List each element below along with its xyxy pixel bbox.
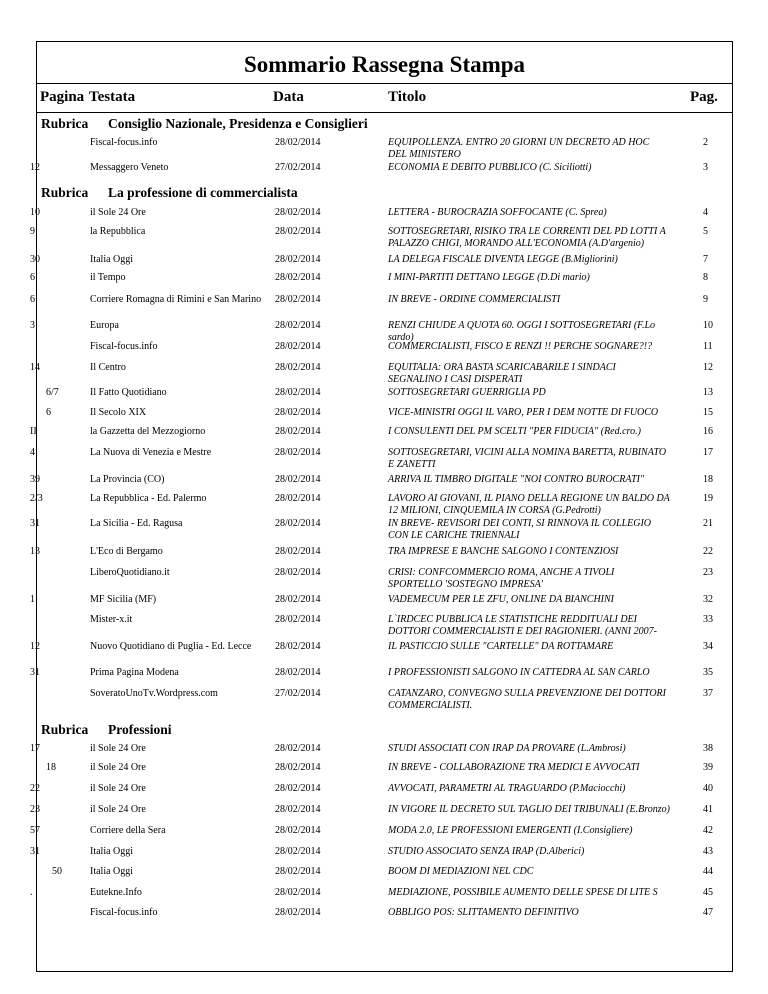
row-testata: Italia Oggi	[90, 254, 134, 265]
row-data: 28/02/2014	[275, 762, 321, 773]
row-data: 28/02/2014	[275, 447, 321, 458]
row-data: 28/02/2014	[275, 474, 321, 485]
header-divider	[37, 112, 732, 113]
row-testata: LiberoQuotidiano.it	[90, 567, 170, 578]
row-pagina: 14	[30, 362, 40, 373]
row-pag: 13	[703, 387, 713, 398]
row-testata: Il Centro	[90, 362, 126, 373]
row-pag: 43	[703, 846, 713, 857]
row-pagina: 6/7	[46, 387, 59, 398]
row-pag: 15	[703, 407, 713, 418]
row-data: 28/02/2014	[275, 846, 321, 857]
row-data: 28/02/2014	[275, 387, 321, 398]
row-pag: 37	[703, 688, 713, 699]
row-pag: 7	[703, 254, 708, 265]
row-pag: 19	[703, 493, 713, 504]
row-pag: 16	[703, 426, 713, 437]
row-pag: 11	[703, 341, 713, 352]
row-data: 28/02/2014	[275, 207, 321, 218]
row-testata: il Sole 24 Ore	[90, 743, 146, 754]
row-testata: il Sole 24 Ore	[90, 762, 146, 773]
section-label: Rubrica	[41, 722, 89, 737]
row-titolo: CRISI: CONFCOMMERCIO ROMA, ANCHE A TIVOLI SPORTELLO 'SOSTEGNO IMPRESA'	[388, 567, 615, 590]
row-titolo: SOTTOSEGRETARI, RISIKO TRA LE CORRENTI DEL PD LOTTI A PALAZZO CHIGI, MORANDO ALL'ECONOMIA (A.D'argenio)	[388, 226, 666, 249]
row-pagina: 39	[30, 474, 40, 485]
row-pag: 10	[703, 320, 713, 331]
row-testata: Nuovo Quotidiano di Puglia - Ed. Lecce	[90, 641, 252, 652]
row-data: 28/02/2014	[275, 546, 321, 557]
row-testata: La Sicilia - Ed. Ragusa	[90, 518, 183, 529]
row-testata: MF Sicilia (MF)	[90, 594, 157, 605]
section-name: Professioni	[108, 722, 172, 737]
section-label: Rubrica	[41, 116, 89, 131]
row-pag: 3	[703, 162, 708, 173]
row-pag: 5	[703, 226, 708, 237]
row-titolo: VICE-MINISTRI OGGI IL VARO, PER I DEM NOTTE DI FUOCO	[388, 407, 659, 418]
row-pagina: 57	[30, 825, 40, 836]
row-titolo: SOTTOSEGRETARI, VICINI ALLA NOMINA BARETTA, RUBINATO E ZANETTI	[388, 447, 667, 470]
row-pag: 33	[703, 614, 713, 625]
row-testata: la Repubblica	[90, 226, 146, 237]
row-data: 28/02/2014	[275, 641, 321, 652]
row-testata: Il Fatto Quotidiano	[90, 387, 167, 398]
row-titolo: L`IRDCEC PUBBLICA LE STATISTICHE REDDITUALI DEI DOTTORI COMMERCIALISTI E DEI RAGIONIERI. (ANNI 2007-	[388, 614, 657, 637]
row-pag: 21	[703, 518, 713, 529]
row-pagina: 3	[30, 320, 35, 331]
row-pag: 8	[703, 272, 708, 283]
row-pagina: 4	[30, 447, 35, 458]
row-pagina: 50	[52, 866, 62, 877]
row-pagina: 6	[46, 407, 51, 418]
row-titolo: ECONOMIA E DEBITO PUBBLICO (C. Siciliotti)	[388, 162, 592, 173]
row-pagina: 6	[30, 294, 35, 305]
row-testata: SoveratoUnoTv.Wordpress.com	[90, 688, 218, 699]
row-pagina: 31	[30, 667, 40, 678]
row-data: 28/02/2014	[275, 320, 321, 331]
row-data: 28/02/2014	[275, 667, 321, 678]
row-pagina: 23	[30, 804, 40, 815]
row-pag: 34	[703, 641, 713, 652]
row-titolo: EQUIPOLLENZA. ENTRO 20 GIORNI UN DECRETO AD HOC DEL MINISTERO	[388, 137, 650, 160]
row-testata: Prima Pagina Modena	[90, 667, 179, 678]
row-pagina: 30	[30, 254, 40, 265]
row-titolo: I MINI-PARTITI DETTANO LEGGE (D.Di mario)	[388, 272, 590, 283]
section-name: Consiglio Nazionale, Presidenza e Consiglieri	[108, 116, 368, 131]
row-pag: 23	[703, 567, 713, 578]
header-testata: Testata	[89, 89, 136, 105]
row-pag: 45	[703, 887, 713, 898]
row-data: 28/02/2014	[275, 518, 321, 529]
row-data: 28/02/2014	[275, 341, 321, 352]
row-testata: Corriere Romagna di Rimini e San Marino	[90, 294, 262, 305]
row-data: 28/02/2014	[275, 907, 321, 918]
row-testata: il Tempo	[90, 272, 126, 283]
row-data: 28/02/2014	[275, 407, 321, 418]
row-testata: il Sole 24 Ore	[90, 804, 146, 815]
row-titolo: STUDI ASSOCIATI CON IRAP DA PROVARE (L.Ambrosi)	[388, 743, 626, 754]
row-titolo: IL PASTICCIO SULLE "CARTELLE" DA ROTTAMARE	[388, 641, 614, 652]
row-pag: 47	[703, 907, 713, 918]
row-testata: La Nuova di Venezia e Mestre	[90, 447, 212, 458]
row-testata: La Provincia (CO)	[90, 474, 165, 485]
row-testata: La Repubblica - Ed. Palermo	[90, 493, 207, 504]
row-pag: 35	[703, 667, 713, 678]
row-testata: Italia Oggi	[90, 866, 134, 877]
row-testata: Corriere della Sera	[90, 825, 166, 836]
row-titolo: VADEMECUM PER LE ZFU, ONLINE DA BIANCHINI	[388, 594, 615, 605]
row-titolo: SOTTOSEGRETARI GUERRIGLIA PD	[388, 387, 546, 398]
row-data: 27/02/2014	[275, 162, 321, 173]
row-testata: L'Eco di Bergamo	[90, 546, 163, 557]
row-data: 28/02/2014	[275, 614, 321, 625]
row-data: 28/02/2014	[275, 887, 321, 898]
row-testata: Eutekne.Info	[90, 887, 142, 898]
section-label: Rubrica	[41, 185, 89, 200]
section-name: La professione di commercialista	[108, 185, 298, 200]
row-pag: 12	[703, 362, 713, 373]
row-data: 28/02/2014	[275, 825, 321, 836]
row-pag: 9	[703, 294, 708, 305]
row-data: 28/02/2014	[275, 137, 321, 148]
row-data: 28/02/2014	[275, 743, 321, 754]
row-titolo: LA DELEGA FISCALE DIVENTA LEGGE (B.Migliorini)	[388, 254, 618, 265]
row-pagina: 12	[30, 641, 40, 652]
row-titolo: TRA IMPRESE E BANCHE SALGONO I CONTENZIOSI	[388, 546, 619, 557]
row-pag: 40	[703, 783, 713, 794]
row-pagina: 18	[46, 762, 56, 773]
row-data: 28/02/2014	[275, 567, 321, 578]
row-data: 28/02/2014	[275, 804, 321, 815]
row-data: 28/02/2014	[275, 226, 321, 237]
row-titolo: IN BREVE - ORDINE COMMERCIALISTI	[388, 294, 561, 305]
row-data: 28/02/2014	[275, 783, 321, 794]
row-pag: 22	[703, 546, 713, 557]
row-data: 28/02/2014	[275, 272, 321, 283]
row-testata: il Sole 24 Ore	[90, 207, 146, 218]
row-data: 27/02/2014	[275, 688, 321, 699]
row-titolo: MEDIAZIONE, POSSIBILE AUMENTO DELLE SPESE DI LITE S	[388, 887, 658, 898]
row-testata: la Gazzetta del Mezzogiorno	[90, 426, 206, 437]
row-data: 28/02/2014	[275, 866, 321, 877]
row-pagina: 10	[30, 207, 40, 218]
row-titolo: I PROFESSIONISTI SALGONO IN CATTEDRA AL SAN CARLO	[388, 667, 650, 678]
row-testata: Mister-x.it	[90, 614, 133, 625]
row-testata: il Sole 24 Ore	[90, 783, 146, 794]
row-testata: Messaggero Veneto	[90, 162, 169, 173]
row-titolo: LAVORO AI GIOVANI, IL PIANO DELLA REGIONE UN BALDO DA 12 MILIONI, CINQUEMILA IN CORSA (G.Pedrotti)	[388, 493, 670, 516]
row-titolo: EQUITALIA: ORA BASTA SCARICABARILE I SINDACI SEGNALINO I CASI DISPERATI	[388, 362, 616, 385]
row-titolo: COMMERCIALISTI, FISCO E RENZI !! PERCHE SOGNARE?!?	[388, 341, 653, 352]
row-pagina: 17	[30, 743, 40, 754]
row-pag: 38	[703, 743, 713, 754]
document-title: Sommario Rassegna Stampa	[243, 52, 526, 77]
row-titolo: STUDIO ASSOCIATO SENZA IRAP (D.Alberici)	[388, 846, 585, 857]
row-pagina: 9	[30, 226, 35, 237]
row-pag: 42	[703, 825, 713, 836]
row-pag: 32	[703, 594, 713, 605]
row-titolo: BOOM DI MEDIAZIONI NEL CDC	[388, 866, 534, 877]
row-titolo: CATANZARO, CONVEGNO SULLA PREVENZIONE DEI DOTTORI COMMERCIALISTI.	[388, 688, 666, 711]
row-titolo: IN VIGORE IL DECRETO SUL TAGLIO DEI TRIBUNALI (E.Bronzo)	[388, 804, 670, 815]
row-data: 28/02/2014	[275, 362, 321, 373]
row-titolo: ARRIVA IL TIMBRO DIGITALE "NOI CONTRO BUROCRATI"	[388, 474, 645, 485]
row-data: 28/02/2014	[275, 594, 321, 605]
row-titolo: LETTERA - BUROCRAZIA SOFFOCANTE (C. Sprea)	[388, 207, 607, 218]
row-titolo: IN BREVE- REVISORI DEI CONTI, SI RINNOVA IL COLLEGIO CON LE CARICHE TRIENNALI	[388, 518, 652, 541]
row-pag: 2	[703, 137, 708, 148]
row-testata: Il Secolo XIX	[90, 407, 147, 418]
row-titolo: I CONSULENTI DEL PM SCELTI "PER FIDUCIA" (Red.cro.)	[388, 426, 641, 437]
row-pag: 41	[703, 804, 713, 815]
row-pagina: 2/3	[30, 493, 43, 504]
row-pagina: 6	[30, 272, 35, 283]
row-pagina: .	[30, 887, 33, 898]
row-titolo: OBBLIGO POS: SLITTAMENTO DEFINITIVO	[388, 907, 579, 918]
row-pag: 44	[703, 866, 713, 877]
row-pagina: 12	[30, 162, 40, 173]
header-data: Data	[273, 89, 304, 105]
row-testata: Fiscal-focus.info	[90, 907, 158, 918]
row-pagina: 31	[30, 518, 40, 529]
row-data: 28/02/2014	[275, 493, 321, 504]
row-pag: 18	[703, 474, 713, 485]
header-titolo: Titolo	[388, 89, 427, 105]
row-pagina: 13	[30, 546, 40, 557]
row-pagina: 31	[30, 846, 40, 857]
title-divider	[37, 83, 732, 84]
row-titolo: IN BREVE - COLLABORAZIONE TRA MEDICI E AVVOCATI	[388, 762, 640, 773]
header-pag: Pag.	[690, 89, 718, 105]
row-pag: 39	[703, 762, 713, 773]
row-pagina: 22	[30, 783, 40, 794]
row-data: 28/02/2014	[275, 294, 321, 305]
header-pagina: Pagina	[40, 89, 85, 105]
row-titolo: MODA 2.0, LE PROFESSIONI EMERGENTI (I.Consigliere)	[388, 825, 633, 836]
row-titolo: AVVOCATI, PARAMETRI AL TRAGUARDO (P.Maciocchi)	[388, 783, 626, 794]
row-testata: Fiscal-focus.info	[90, 341, 158, 352]
row-testata: Fiscal-focus.info	[90, 137, 158, 148]
row-pag: 4	[703, 207, 708, 218]
row-pagina: II	[30, 426, 37, 437]
row-data: 28/02/2014	[275, 254, 321, 265]
row-testata: Italia Oggi	[90, 846, 134, 857]
row-pagina: 1	[30, 594, 35, 605]
row-titolo: RENZI CHIUDE A QUOTA 60. OGGI I SOTTOSEGRETARI (F.Lo sardo)	[388, 320, 656, 343]
row-data: 28/02/2014	[275, 426, 321, 437]
row-pag: 17	[703, 447, 713, 458]
row-testata: Europa	[90, 320, 119, 331]
